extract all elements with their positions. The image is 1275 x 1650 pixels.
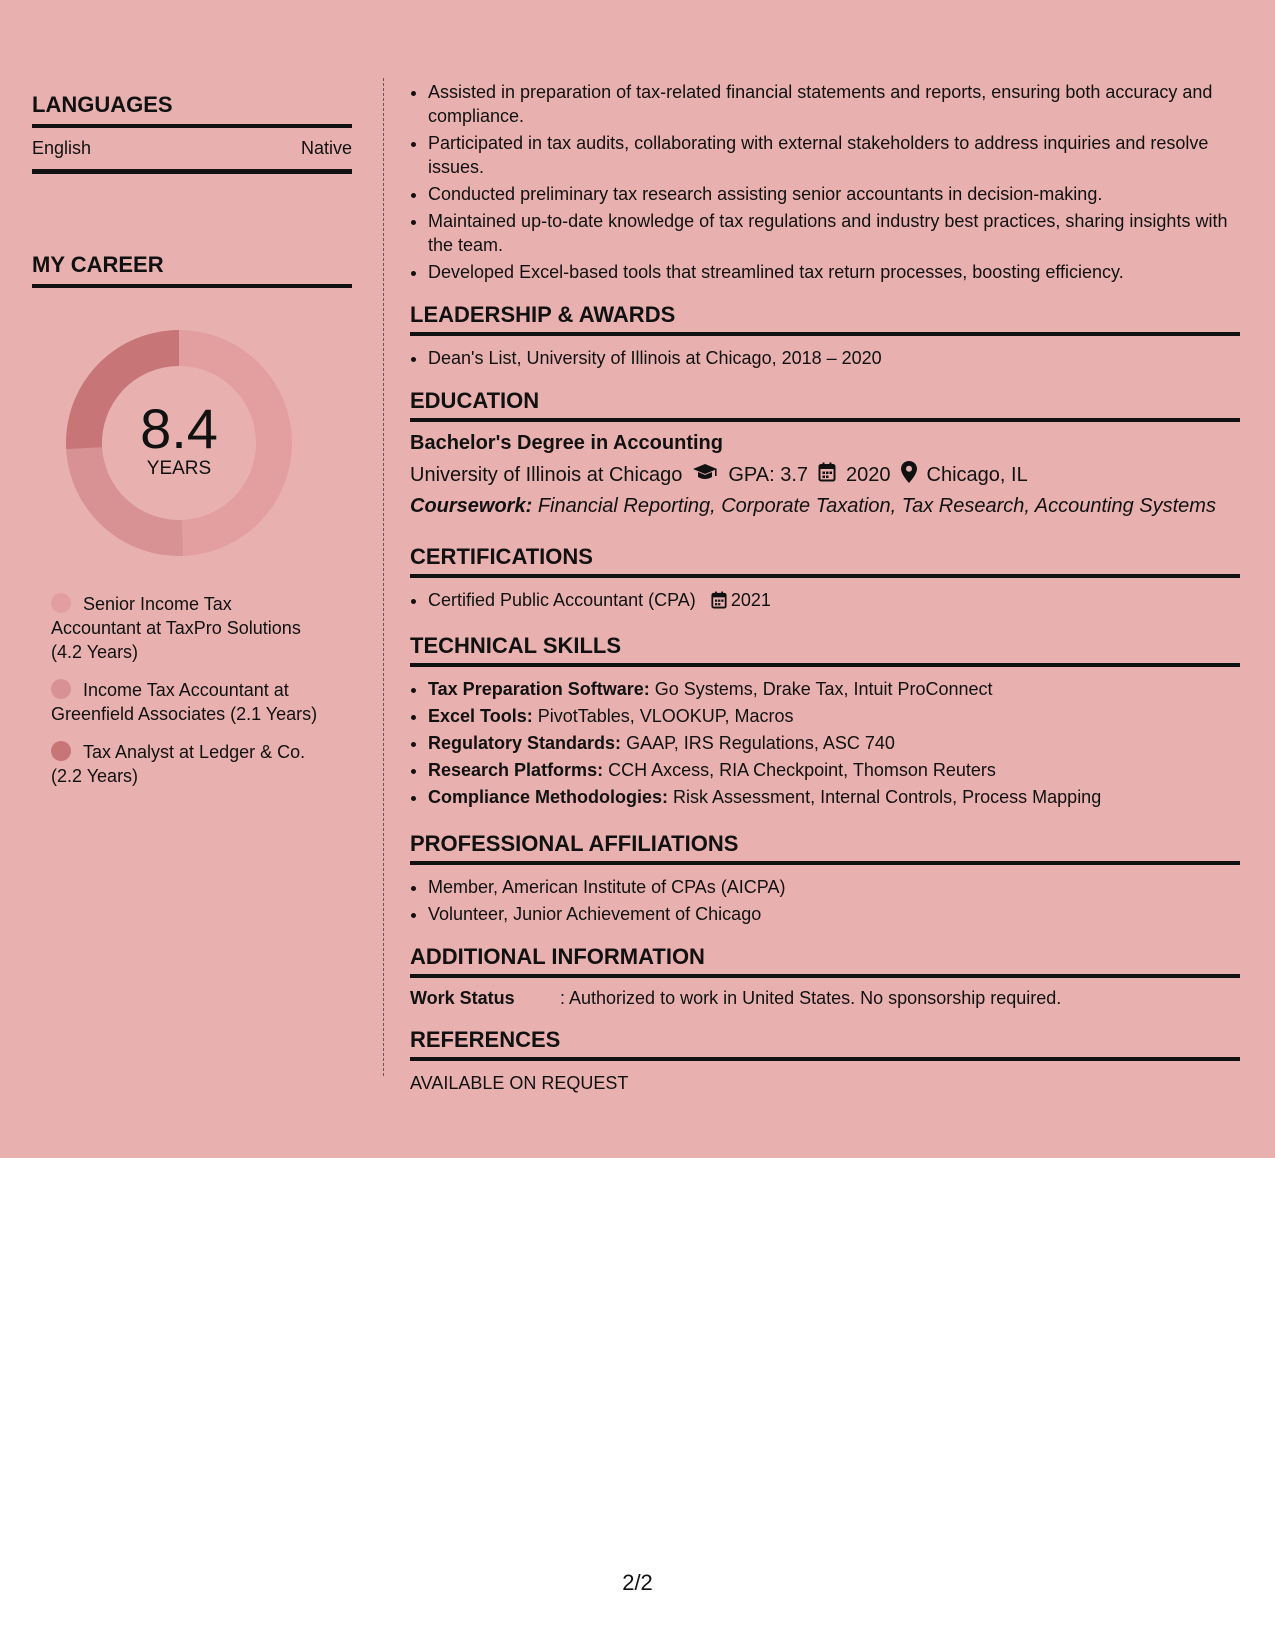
page-number: 2/2 <box>622 1570 653 1595</box>
leadership-heading: LEADERSHIP & AWARDS <box>410 302 1240 336</box>
graduation-cap-icon <box>692 463 718 487</box>
experience-bullet: • Developed Excel-based tools that streamlined tax return processes, boosting efficiency. <box>428 260 1240 284</box>
affiliation-item: • Volunteer, Junior Achievement of Chicago <box>428 902 1240 926</box>
additional-section <box>410 944 1240 1009</box>
sidebar <box>32 92 352 802</box>
legend-dot-icon <box>51 593 71 613</box>
skill-item <box>428 677 1240 701</box>
skill-item <box>428 758 1240 782</box>
career-donut-chart <box>66 330 292 556</box>
career-legend <box>51 592 321 788</box>
coursework <box>410 495 1240 518</box>
career-heading: MY CAREER <box>32 252 352 288</box>
skill-label: Tax Preparation Software: <box>428 679 650 699</box>
skill-item <box>428 731 1240 755</box>
calendar-icon <box>711 591 727 615</box>
references-heading: REFERENCES <box>410 1027 1240 1061</box>
skill-value: GAAP, IRS Regulations, ASC 740 <box>626 733 895 753</box>
certifications-heading: CERTIFICATIONS <box>410 544 1240 578</box>
affiliations-section <box>410 831 1240 926</box>
language-level: Native <box>300 138 352 158</box>
column-divider <box>383 78 384 1076</box>
calendar-icon <box>818 462 836 488</box>
career-position-label: Senior Income Tax Accountant at TaxPro Solutions (4.2 Years) <box>51 594 301 662</box>
skill-label: Research Platforms: <box>428 760 604 780</box>
additional-heading: ADDITIONAL INFORMATION <box>410 944 1240 978</box>
education-heading: EDUCATION <box>410 388 1240 422</box>
experience-bullets <box>410 80 1240 284</box>
certification-name: Certified Public Accountant (CPA) <box>428 590 696 610</box>
skill-label: Excel Tools: <box>428 706 533 726</box>
experience-bullet: • Assisted in preparation of tax-related financial statements and reports, ensuring both accuracy and compliance. <box>428 80 1240 128</box>
education-section <box>410 388 1240 518</box>
school-location: Chicago, IL <box>926 463 1028 486</box>
skill-label: Regulatory Standards: <box>428 733 622 753</box>
skill-item <box>428 704 1240 728</box>
career-position-label: Tax Analyst at Ledger & Co. (2.2 Years) <box>51 742 306 786</box>
leadership-list <box>410 346 1240 370</box>
legend-dot-icon <box>51 679 71 699</box>
gpa: GPA: 3.7 <box>728 463 809 486</box>
degree-title: Bachelor's Degree in Accounting <box>410 432 723 454</box>
affiliation-item: • Member, American Institute of CPAs (AICPA) <box>428 875 1240 899</box>
languages-heading: LANGUAGES <box>32 92 352 128</box>
experience-bullet: • Conducted preliminary tax research assisting senior accountants in decision-making. <box>428 182 1240 206</box>
certification-year: 2021 <box>730 590 771 610</box>
career-position-label: Income Tax Accountant at Greenfield Associates (2.1 Years) <box>51 680 318 724</box>
leadership-section <box>410 302 1240 370</box>
legend-dot-icon <box>51 741 71 761</box>
career-years-unit: YEARS <box>146 458 212 479</box>
skill-item <box>428 785 1240 809</box>
skill-value: CCH Axcess, RIA Checkpoint, Thomson Reuters <box>608 760 996 780</box>
language-name: English <box>32 138 92 158</box>
skills-list <box>410 677 1240 809</box>
affiliations-list <box>410 875 1240 926</box>
experience-bullet: • Maintained up-to-date knowledge of tax regulations and industry best practices, sharing insights with the team. <box>428 209 1240 257</box>
work-status <box>410 988 1240 1009</box>
work-status-label: Work Status <box>410 988 515 1008</box>
career-legend-item <box>51 740 321 788</box>
coursework-label: Coursework: <box>410 495 533 517</box>
career-legend-item <box>51 678 321 726</box>
leadership-item: • Dean's List, University of Illinois at Chicago, 2018 – 2020 <box>428 346 1240 370</box>
skill-value: PivotTables, VLOOKUP, Macros <box>537 706 794 726</box>
certification-item <box>428 588 1240 615</box>
language-row <box>32 128 352 174</box>
references-text: AVAILABLE ON REQUEST <box>410 1073 629 1093</box>
career-total-years: 8.4 <box>140 397 218 460</box>
experience-bullet: • Participated in tax audits, collaborating with external stakeholders to address inquiries and resolve issues. <box>428 131 1240 179</box>
work-status-value: : Authorized to work in United States. No sponsorship required. <box>560 988 1062 1008</box>
skill-value: Go Systems, Drake Tax, Intuit ProConnect <box>654 679 993 699</box>
skill-label: Compliance Methodologies: <box>428 787 669 807</box>
affiliations-heading: PROFESSIONAL AFFILIATIONS <box>410 831 1240 865</box>
references-section <box>410 1027 1240 1094</box>
coursework-list: Financial Reporting, Corporate Taxation, Tax Research, Accounting Systems <box>537 495 1216 517</box>
education-details <box>410 461 1240 489</box>
certifications-list <box>410 588 1240 615</box>
certifications-section <box>410 544 1240 615</box>
skills-heading: TECHNICAL SKILLS <box>410 633 1240 667</box>
school-name: University of Illinois at Chicago <box>410 463 683 486</box>
main-column <box>410 80 1240 1094</box>
skills-section <box>410 633 1240 809</box>
graduation-year: 2020 <box>846 463 891 486</box>
skill-value: Risk Assessment, Internal Controls, Process Mapping <box>673 787 1102 807</box>
donut-center <box>66 397 292 480</box>
location-pin-icon <box>901 461 917 489</box>
career-legend-item <box>51 592 321 664</box>
